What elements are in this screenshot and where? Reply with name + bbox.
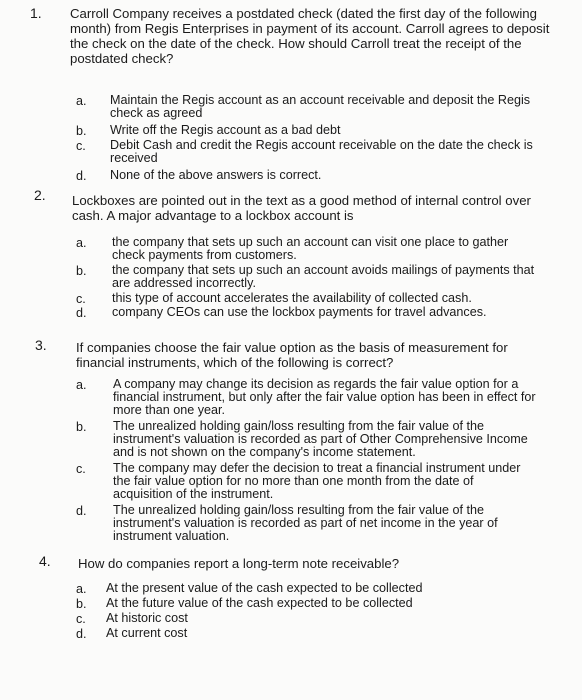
option-text: At historic cost xyxy=(106,611,188,625)
option-letter: d. xyxy=(76,504,87,518)
answer-option-c xyxy=(76,139,536,165)
answer-option-a xyxy=(76,582,536,595)
option-letter: a. xyxy=(76,94,87,108)
option-text: The unrealized holding gain/loss resulting from the fair value of the instrument's valuation is recorded as part of Other Comprehensive Income and is not shown on the company's income statement. xyxy=(113,419,528,459)
answer-options xyxy=(76,378,536,543)
answer-options xyxy=(76,582,536,640)
answer-option-b xyxy=(76,420,536,459)
answer-option-d xyxy=(76,504,536,543)
question-text: Lockboxes are pointed out in the text as a good method of internal control over cash. A major advantage to a lockbox account is xyxy=(72,193,531,223)
option-letter: c. xyxy=(76,462,86,476)
question-text: Carroll Company receives a postdated check (dated the first day of the following month) from Regis Enterprises in payment of its account. Carroll agrees to deposit the check on the date of the check. How should Carroll treat the receipt of the postdated check? xyxy=(70,6,550,66)
question-number: 4. xyxy=(39,553,51,569)
option-text: Maintain the Regis account as an account receivable and deposit the Regis check as agreed xyxy=(110,93,531,120)
answer-option-a xyxy=(76,236,536,262)
option-text: Write off the Regis account as a bad debt xyxy=(110,123,341,137)
option-letter: a. xyxy=(76,236,87,250)
answer-option-b xyxy=(76,264,536,290)
option-text: A company may change its decision as regards the fair value option for a financial instrument, but only after the fair value option has been in effect for more than one year. xyxy=(113,377,536,417)
question-number: 1. xyxy=(30,5,42,21)
option-letter: b. xyxy=(76,597,87,611)
answer-option-d xyxy=(76,169,536,182)
option-text: At current cost xyxy=(106,626,188,640)
option-text: Debit Cash and credit the Regis account receivable on the date the check is received xyxy=(110,138,533,165)
answer-option-c xyxy=(76,292,536,305)
option-letter: d. xyxy=(76,169,87,183)
question-number: 2. xyxy=(34,187,46,203)
option-letter: b. xyxy=(76,420,87,434)
option-text: At the future value of the cash expected to be collected xyxy=(106,596,413,610)
answer-options xyxy=(76,236,536,319)
option-letter: c. xyxy=(76,292,86,306)
answer-options xyxy=(76,94,536,182)
answer-option-a xyxy=(76,378,536,417)
option-letter: b. xyxy=(76,124,87,138)
option-letter: d. xyxy=(76,627,87,641)
answer-option-c xyxy=(76,612,536,625)
answer-option-a xyxy=(76,94,536,120)
option-letter: d. xyxy=(76,306,87,320)
option-letter: c. xyxy=(76,139,86,153)
option-text: None of the above answers is correct. xyxy=(110,168,322,182)
option-letter: a. xyxy=(76,378,87,392)
option-text: this type of account accelerates the availability of collected cash. xyxy=(112,291,472,305)
option-text: The unrealized holding gain/loss resulting from the fair value of the instrument's valuation is recorded as part of net income in the year of instrument valuation. xyxy=(113,503,498,543)
option-text: the company that sets up such an account can visit one place to gather check payments from customers. xyxy=(112,235,509,262)
option-text: The company may defer the decision to treat a financial instrument under the fair value option for no more than one month from the date of acquisition of the instrument. xyxy=(113,461,521,501)
option-text: company CEOs can use the lockbox payments for travel advances. xyxy=(112,305,487,319)
answer-option-c xyxy=(76,462,536,501)
question-text: If companies choose the fair value option as the basis of measurement for financial instruments, which of the following is correct? xyxy=(76,340,508,370)
answer-option-d xyxy=(76,306,536,319)
option-text: the company that sets up such an account avoids mailings of payments that are addressed incorrectly. xyxy=(112,263,535,290)
question-text: How do companies report a long-term note receivable? xyxy=(78,556,400,571)
answer-option-b xyxy=(76,124,536,137)
option-letter: a. xyxy=(76,582,87,596)
option-letter: c. xyxy=(76,612,86,626)
question-number: 3. xyxy=(35,337,47,353)
answer-option-d xyxy=(76,627,536,640)
option-letter: b. xyxy=(76,264,87,278)
answer-option-b xyxy=(76,597,536,610)
option-text: At the present value of the cash expected to be collected xyxy=(106,581,423,595)
